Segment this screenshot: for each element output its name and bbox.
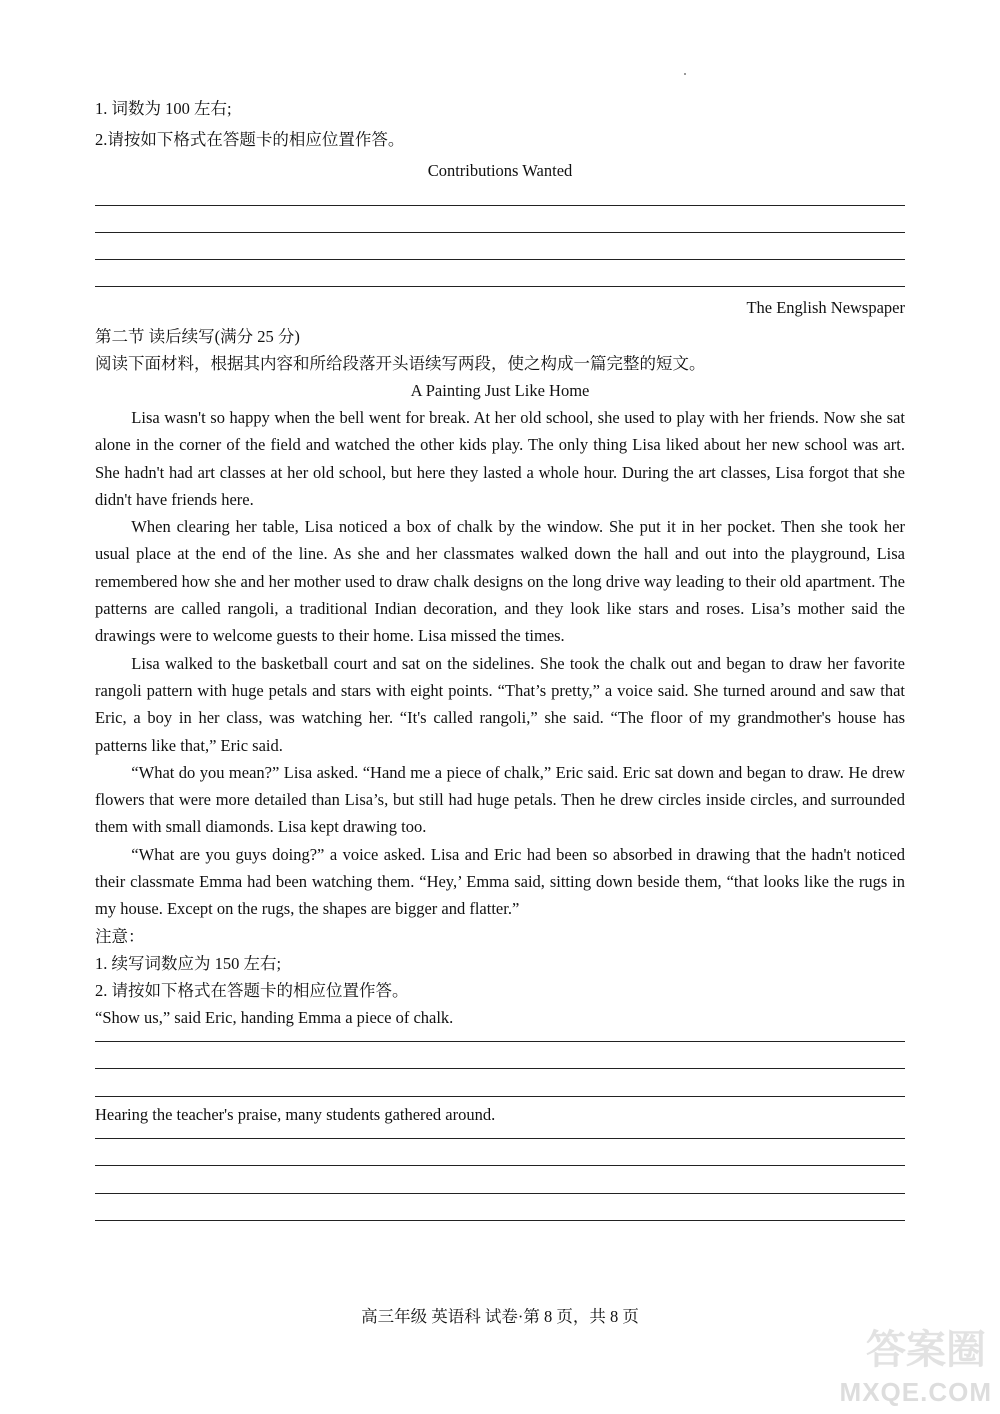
answer-line xyxy=(95,1220,905,1223)
answer-line xyxy=(95,1193,905,1221)
note-title: 注意： xyxy=(95,926,145,946)
section-title: 第二节 读后续写(满分 25 分) xyxy=(95,327,300,346)
writing-heading: Contributions Wanted xyxy=(427,161,573,180)
story-paragraph: “What do you mean?” Lisa asked. “Hand me a piece of chalk,” Eric said. Eric sat down and began to draw. He drew flowers that were more detailed than Lisa’s, but still had huge petals. Then he drew circles inside circles, and surrounded them with small diamonds. Lisa kept drawing too. xyxy=(95,762,905,837)
exam-page xyxy=(95,95,905,1223)
watermark-logo: 答案圈 xyxy=(866,1327,986,1373)
story-paragraph: When clearing her table, Lisa noticed a box of chalk by the window. She put it in her pocket. Then she took her usual place at the end of the line. As she and her classmates walked down the hall and out into the playground, Lisa remembered how she and her mother used to draw chalk designs on the long drive way leading to their old apartment. The patterns are called rangoli, a traditional Indian decoration, and they look like stars and roses. Lisa’s mother said the drawings were to welcome guests to their home. Lisa missed the times. xyxy=(95,517,905,646)
answer-line xyxy=(95,286,905,294)
answer-line xyxy=(95,1165,905,1193)
story-body xyxy=(95,404,905,923)
note-1: 1. 续写词数应为 150 左右; xyxy=(95,953,282,973)
signature: The English Newspaper xyxy=(746,298,905,317)
story-title: A Painting Just Like Home xyxy=(410,381,590,400)
story-paragraph: Lisa wasn't so happy when the bell went for break. At her old school, she used to play with her friends. Now she sat alone in the corner of the field and watched the other kids play. The only thing Lisa liked about her new school was art. She hadn't had art classes at her old school, but here they lasted a whole hour. During the art classes, Lisa forgot that she didn't have friends here. xyxy=(95,408,905,509)
requirement-1: 1. 词数为 100 左右; xyxy=(95,99,232,118)
section-instruction: 阅读下面材料，根据其内容和所给段落开头语续写两段，使之构成一篇完整的短文。 xyxy=(95,354,706,373)
story-paragraph: Lisa walked to the basketball court and sat on the sidelines. She took the chalk out and began to draw her favorite rangoli pattern with huge petals and stars with eight points. “That’s pretty,” a voice said. She turned around and saw that Eric, a boy in her class, was watching her. “It's called rangoli,” she said. “The floor of my grandmother's house has patterns like that,” Eric said. xyxy=(95,653,905,755)
opening-sentence-1: “Show us,” said Eric, handing Emma a piece of chalk. xyxy=(95,1007,454,1027)
answer-lines-1 xyxy=(95,205,905,294)
answer-line xyxy=(95,1138,905,1166)
note-2: 2. 请按如下格式在答题卡的相应位置作答。 xyxy=(95,980,409,1000)
answer-line xyxy=(95,259,905,286)
answer-line xyxy=(95,205,905,232)
answer-lines-3 xyxy=(95,1138,905,1224)
page-footer: 高三年级 英语科 试卷·第 8 页，共 8 页 xyxy=(361,1307,639,1326)
opening-sentence-2: Hearing the teacher's praise, many students gathered around. xyxy=(95,1104,496,1124)
answer-line xyxy=(95,1068,905,1096)
requirement-2: 2.请按如下格式在答题卡的相应位置作答。 xyxy=(95,130,405,149)
answer-lines-2 xyxy=(95,1041,905,1101)
watermark-site: MXQE.COM xyxy=(839,1377,992,1407)
scan-speck xyxy=(684,73,686,75)
answer-line xyxy=(95,232,905,259)
answer-line xyxy=(95,1041,905,1069)
story-paragraph: “What are you guys doing?” a voice asked. Lisa and Eric had been so absorbed in drawing that the hadn't noticed their classmate Emma had been watching them. “Hey,’ Emma said, sitting down beside them, “that looks like the rugs in my house. Except on the rugs, the shapes are bigger and flatter.” xyxy=(95,844,905,919)
watermark xyxy=(832,1318,992,1408)
